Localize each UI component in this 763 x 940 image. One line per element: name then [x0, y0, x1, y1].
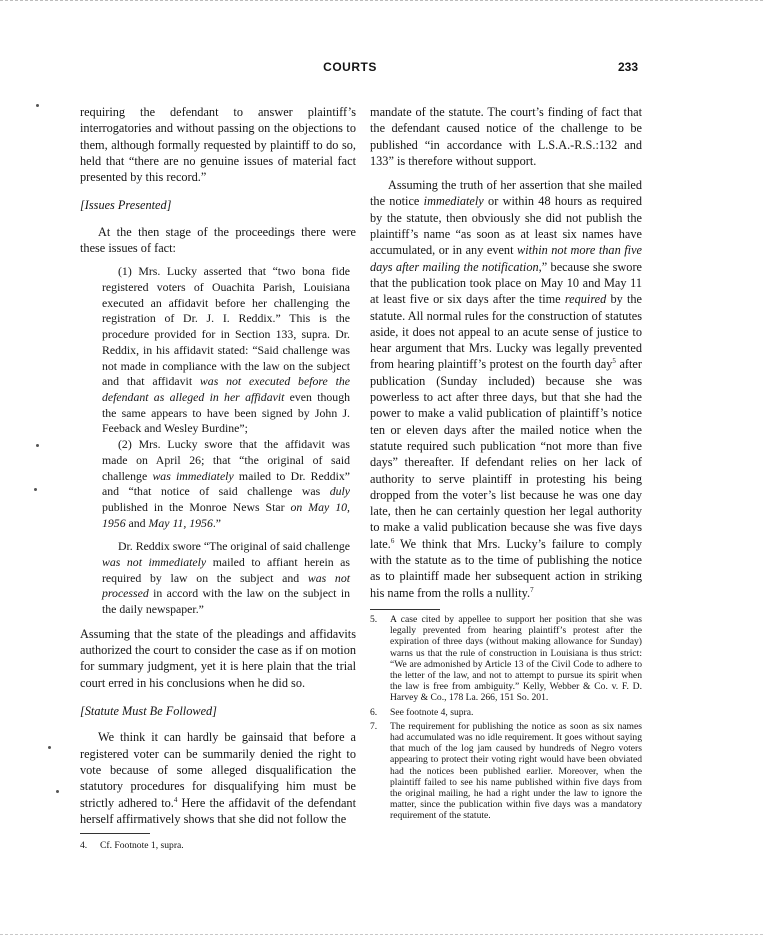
- footnote-7: 7. The requirement for publishing the notice as soon as six names had accumulated was no idle requirement. It goes without saying that much of the log jam caused by hundreds of Negro voters appearing to protect their voting right would have been obviated had the notices been published earlier. Moreover, when the plaintiff failed to see his name published within five days from the original mailing, he had a right under the law to ignore the matter, since the publication within five days was a mandatory requirement of the statute.: [370, 720, 642, 822]
- section-heading-statute-must-be-followed: [Statute Must Be Followed]: [80, 704, 217, 719]
- statute-paragraph: We think it can hardly be gainsaid that before a registered voter can be summarily denied the right to vote because of some alleged disqualification the statutory procedures for disqualifying him must be strictly adhered to.$^4$ Here the affidavit of the defendant herself affirmatively shows that she did not follow the: [80, 730, 356, 826]
- page-number: 233: [618, 60, 639, 74]
- footnote-5: 5. A case cited by appellee to support her position that she was legally prevented from hearing plaintiff’s protest after the expiration of three days (without making allowance for Sunday) warns us that the rule of construction in Louisiana is thus strict: “We are admonished by Article 13 of the Civil Code to adhere to the letter of the law, and not to attempt to pursue its spirit when the law is free from ambiguity.” Kelly, Webber & Co. v. F. D. Harvey & Co., 178 La. 266, 151 So. 201.: [370, 613, 642, 704]
- scan-speck: [36, 104, 39, 107]
- mandate-paragraph: mandate of the statute. The court’s finding of fact that the defendant caused notice of the challenge to be published “in accordance with L.S.A.-R.S.:132 and 133” is therefore without support.: [370, 105, 642, 168]
- assuming-truth-paragraph: Assuming the truth of her assertion that she mailed the notice immediately or within 48 hours as required by the statute, then obviously she did not publish the plaintiff’s name “as soon as at least six names have accumulated, or in any event within not more than five days after mailing the notification,” because she swore that the publication took place on May 10 and May 11 at least five or six days after the time required by the statute. All normal rules for the construction of statutes aside, it does not appeal to an acute sense of justice to hear argument that Mrs. Lucky was legally prevented from hearing plaintiff’s protest on the fourth day$^5$ after publication (Sunday included) because she was powerless to act after three days, but that she had the power to make a valid publication of plaintiff’s notice ten or eleven days after the mailed notice when the statute required such publication “not more than five days” thereafter. If defendant relies on her lack of authority to serve plaintiff in protesting his being dropped from the voter’s list because he was one day late, then he can certainly question her legal authority to make a valid publication because she was five days late.$^6$ We think that Mrs. Lucky’s failure to comply with the statute as to the time of publishing the notice as to plaintiff made her subsequent action in striking his name from the rolls a nullity.$^7$: [370, 178, 643, 600]
- footnote-ref-7: 7: [530, 585, 534, 594]
- quoted-reddix-affidavit: Dr. Reddix swore “The original of said challenge was not immediately mailed to affiant herein as required by law on the subject and was not processed in accord with the law on the subject in the daily newspaper.”: [102, 539, 350, 617]
- page-bottom-edge: [0, 934, 763, 935]
- footnote-6: 6. See footnote 4, supra.: [370, 706, 474, 718]
- running-head: COURTS: [323, 60, 377, 74]
- scan-speck: [34, 488, 37, 491]
- section-heading-issues-presented: [Issues Presented]: [80, 198, 172, 213]
- scan-speck: [56, 790, 59, 793]
- footnote-ref-6: 6: [390, 536, 395, 545]
- scan-speck: [36, 444, 39, 447]
- issues-intro-paragraph: At the then stage of the proceedings there were these issues of fact:: [80, 224, 356, 256]
- continued-paragraph: requiring the defendant to answer plaintiff’s interrogatories and without passing on the objections to them, although formally requested by plaintiff to do so, held that “there are no genuine issues of material fact presented by this record.”: [80, 105, 356, 185]
- footnote-ref-5: 5: [612, 357, 616, 366]
- right-column: [370, 104, 642, 822]
- footnote-divider: [370, 609, 440, 610]
- quoted-issue-2: (2) Mrs. Lucky swore that the affidavit was made on April 26; that “the original of said challenge was immediately mailed to Dr. Reddix” and “that notice of said challenge was duly published in the Monroe News Star on May 10, 1956 and May 11, 1956.”: [102, 437, 350, 530]
- footnote-4: 4. Cf. Footnote 1, supra.: [80, 840, 184, 852]
- quoted-issue-1: (1) Mrs. Lucky asserted that “two bona fide registered voters of Ouachita Parish, Louisiana executed an affidavit before her challenging the registration of Dr. J. I. Reddix.” This is the procedure provided for in Section 133, supra. Dr. Reddix, in his affidavit stated: “Said challenge was not made in compliance with the law on the subject and that affidavit was not executed before the defendant as alleged in her affidavit even though the same appears to have been signed by John J. Feeback and Wesley Burdine”;: [102, 264, 351, 436]
- page-top-edge: [0, 0, 763, 1]
- assuming-paragraph: Assuming that the state of the pleadings and affidavits authorized the court to consider the case as if on motion for summary judgment, yet it is here plain that the trial court erred in his conclusions when he did so.: [80, 626, 356, 690]
- scan-speck: [48, 746, 51, 749]
- left-column: [80, 104, 356, 851]
- footnote-divider: [80, 833, 150, 834]
- page-header: [0, 60, 763, 76]
- footnote-ref-4: 4: [173, 795, 178, 804]
